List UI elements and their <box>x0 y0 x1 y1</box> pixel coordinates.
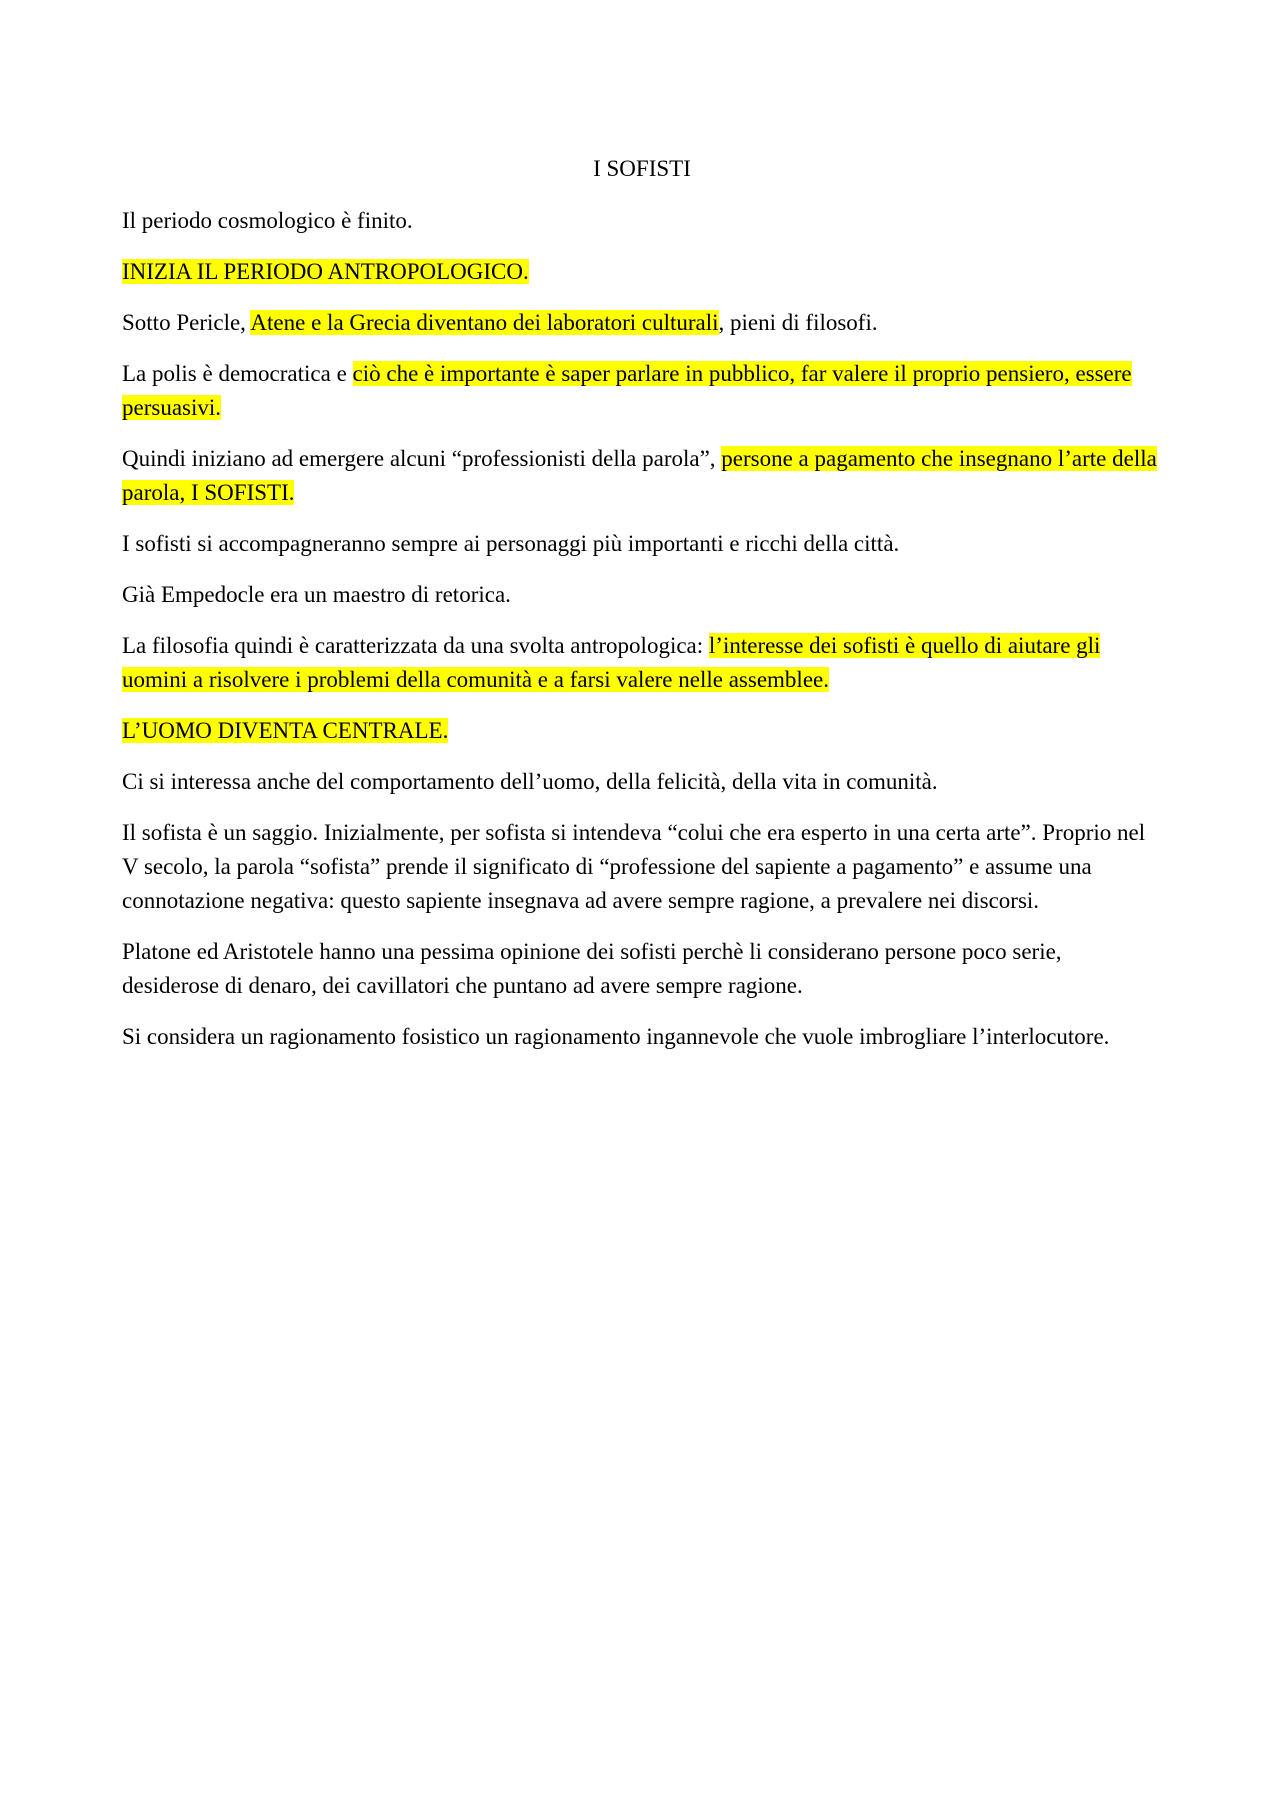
body-text: Platone ed Aristotele hanno una pessima opinione dei sofisti perchè li considerano persone poco serie, desiderose di denaro, dei cavillatori che puntano ad avere sempre ragione. <box>122 939 1062 998</box>
paragraph-p4 <box>122 357 1162 425</box>
document-title: I SOFISTI <box>593 156 691 181</box>
body-text: Già Empedocle era un maestro di retorica. <box>122 582 511 607</box>
body-text: , pieni di filosofi. <box>718 310 878 335</box>
paragraph-p6 <box>122 527 1162 561</box>
paragraph-p9 <box>122 714 1162 748</box>
highlighted-text: INIZIA IL PERIODO ANTROPOLOGICO. <box>122 259 529 284</box>
paragraph-p10 <box>122 765 1162 799</box>
body-text: I sofisti si accompagneranno sempre ai personaggi più importanti e ricchi della città. <box>122 531 900 556</box>
paragraph-p13 <box>122 1020 1162 1054</box>
body-text: Il periodo cosmologico è finito. <box>122 208 413 233</box>
body-text: Si considera un ragionamento fosistico un ragionamento ingannevole che vuole imbrogliare l’interlocutore. <box>122 1024 1110 1049</box>
paragraph-p3 <box>122 306 1162 340</box>
highlighted-text: L’UOMO DIVENTA CENTRALE. <box>122 718 449 743</box>
paragraph-p1 <box>122 204 1162 238</box>
document-body <box>122 152 1162 1071</box>
paragraph-p2 <box>122 255 1162 289</box>
highlighted-text: ciò che è importante è saper parlare in pubblico, far valere il proprio pensiero, essere persuasivi. <box>122 361 1132 420</box>
body-text: Sotto Pericle, <box>122 310 251 335</box>
paragraph-p8 <box>122 629 1162 697</box>
body-text: Ci si interessa anche del comportamento dell’uomo, della felicità, della vita in comunità. <box>122 769 938 794</box>
body-text: Quindi iniziano ad emergere alcuni “professionisti della parola”, <box>122 446 722 471</box>
paragraph-p11 <box>122 816 1162 918</box>
paragraph-list <box>122 204 1162 1054</box>
paragraph-p5 <box>122 442 1162 510</box>
highlighted-text: persone a pagamento che insegnano l’arte della parola, I SOFISTI. <box>122 446 1157 505</box>
body-text: La filosofia quindi è caratterizzata da una svolta antropologica: <box>122 633 709 658</box>
body-text: La polis è democratica e <box>122 361 353 386</box>
highlighted-text: Atene e la Grecia diventano dei laboratori culturali <box>250 310 719 335</box>
paragraph-p7 <box>122 578 1162 612</box>
paragraph-p12 <box>122 935 1162 1003</box>
body-text: Il sofista è un saggio. Inizialmente, per sofista si intendeva “colui che era esperto in una certa arte”. Proprio nel V secolo, la parola “sofista” prende il significato di “professione del sapiente a pagamento” e assume una connotazione negativa: questo sapiente insegnava ad avere sempre ragione, a prevalere nei discorsi. <box>122 820 1146 913</box>
highlighted-text: l’interesse dei sofisti è quello di aiutare gli uomini a risolvere i problemi della comunità e a farsi valere nelle assemblee. <box>122 633 1101 692</box>
